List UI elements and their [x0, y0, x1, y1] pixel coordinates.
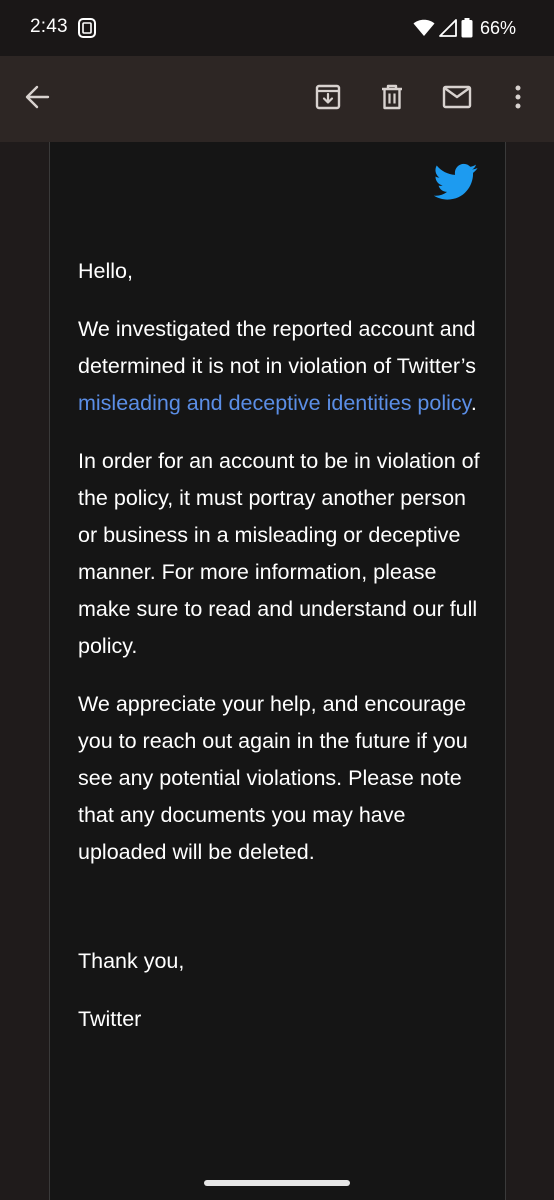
app-bar: [0, 56, 554, 142]
delete-icon: [378, 83, 406, 116]
mark-unread-icon: [442, 85, 472, 114]
email-card: [49, 142, 506, 1200]
wifi-icon: [413, 19, 435, 37]
paragraph-1-text: We investigated the reported account and determined it is not in violation of Twitter’s: [78, 317, 476, 378]
email-paragraph-3: We appreciate your help, and encourage you to reach out again in the future if you see any potential violations. Please note that any documents you may have uploaded will be deleted.: [78, 692, 468, 864]
email-body-area[interactable]: [0, 142, 554, 1200]
battery-icon: [461, 18, 473, 38]
status-time: 2:43: [30, 16, 68, 37]
email-signature: Twitter: [78, 1007, 142, 1031]
back-button[interactable]: [17, 79, 57, 119]
twitter-bird-icon: [434, 162, 478, 202]
email-paragraph-1: [78, 311, 488, 422]
delete-button[interactable]: [372, 79, 412, 119]
gesture-navigation-bar[interactable]: [204, 1180, 350, 1186]
more-options-button[interactable]: [498, 79, 538, 119]
more-vert-icon: [514, 85, 522, 114]
status-bar: [0, 0, 554, 56]
email-message: [78, 253, 488, 1059]
mark-unread-button[interactable]: [437, 79, 477, 119]
email-paragraph-2: In order for an account to be in violation of the policy, it must portray another person or business in a misleading or deceptive manner. For more information, please make sure to read and understand our full policy.: [78, 449, 480, 658]
status-icons: [413, 15, 516, 41]
screen-record-icon: [77, 17, 97, 39]
archive-button[interactable]: [308, 79, 348, 119]
email-greeting: Hello,: [78, 259, 133, 283]
back-arrow-icon: [24, 84, 50, 115]
email-closing: Thank you,: [78, 949, 185, 973]
policy-link[interactable]: misleading and deceptive identities policy: [78, 391, 471, 415]
cell-signal-icon: [439, 19, 457, 37]
archive-icon: [314, 83, 342, 116]
battery-percent: 66%: [479, 17, 516, 38]
paragraph-1-end: .: [470, 391, 477, 415]
